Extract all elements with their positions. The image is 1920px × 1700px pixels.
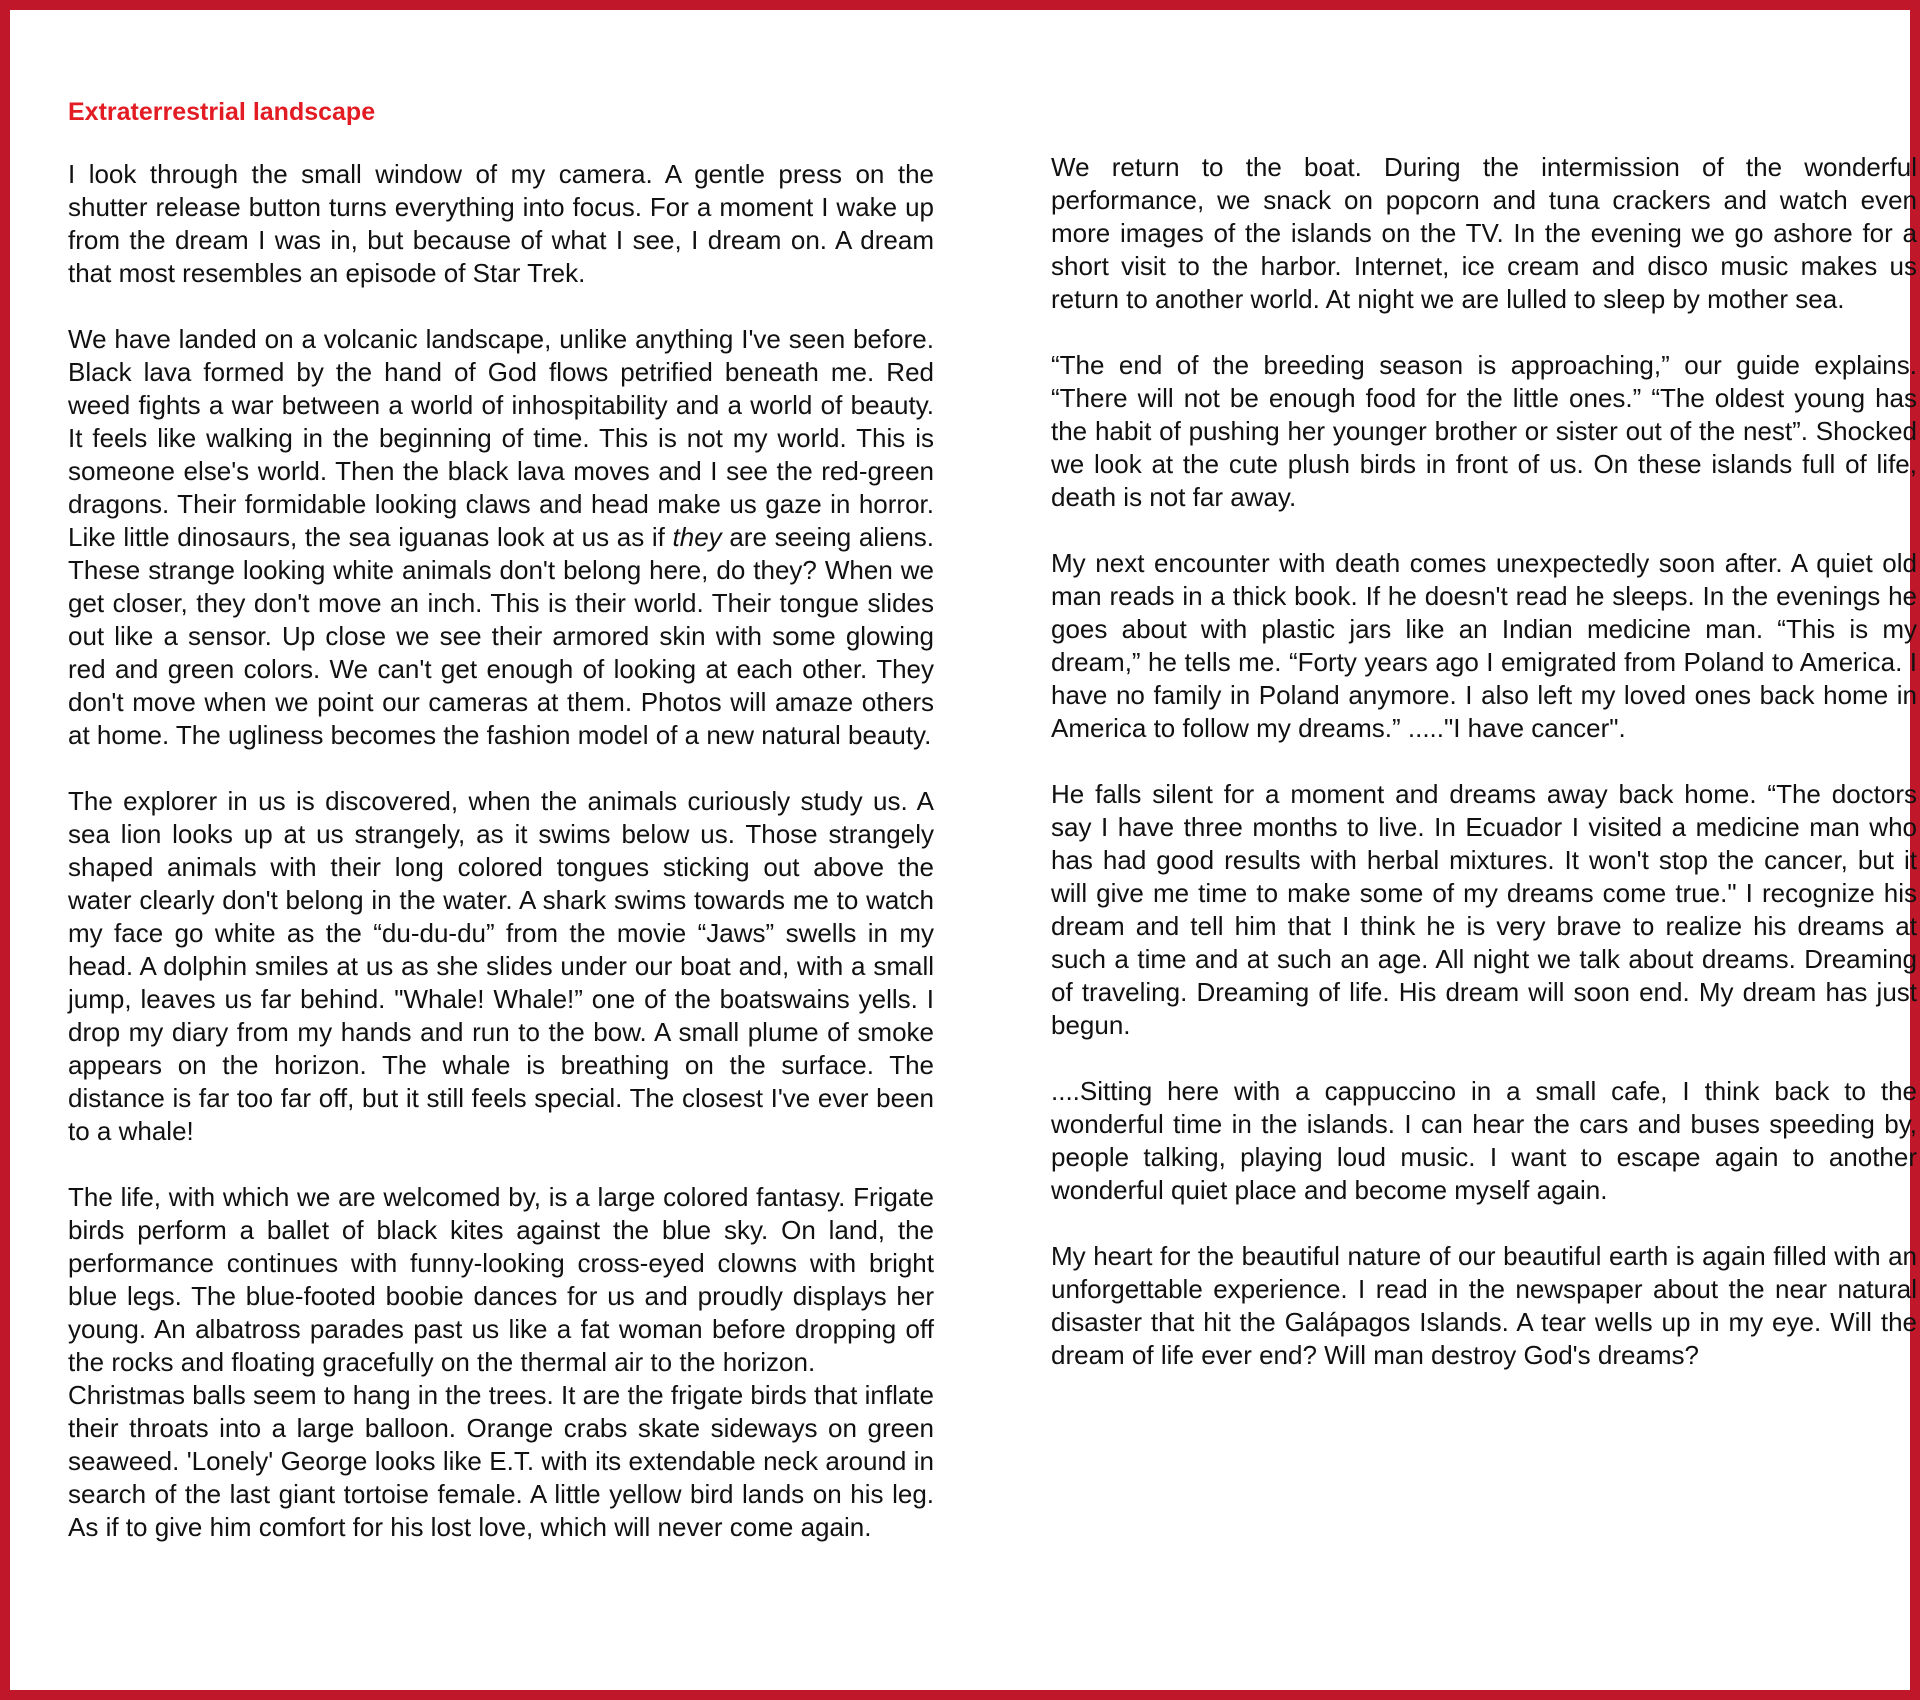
paragraph-volcanic-landscape <box>68 323 934 752</box>
paragraph-camera: I look through the small window of my camera. A gentle press on the shutter release button turns everything into focus. For a moment I wake up from the dream I was in, but because of what I see, I dream on. A dream that most resembles an episode of Star Trek. <box>68 159 934 288</box>
paragraph-dreams-away: He falls silent for a moment and dreams away back home. “The doctors say I have three months to live. In Ecuador I visited a medicine man who has had good results with herbal mixtures. It won't stop the cancer, but it will give me time to make some of my dreams come true." I recognize his dream and tell him that I think he is very brave to realize his dreams at such a time and at such an age. All night we talk about dreams. Dreaming of traveling. Dreaming of life. His dream will soon end. My dream has just begun. <box>1051 779 1917 1040</box>
paragraph-text: are seeing aliens. These strange looking white animals don't belong here, do they? When we get closer, they don't move an inch. This is their world. Their tongue slides out like a sensor. Up close we see their armored skin with some glowing red and green colors. We can't get enough of looking at each other. They don't move when we point our cameras at them. Photos will amaze others at home. The ugliness becomes the fashion model of a new natural beauty. <box>68 522 934 750</box>
paragraph-explorer: The explorer in us is discovered, when the animals curiously study us. A sea lion looks up at us strangely, as it swims below us. Those strangely shaped animals with their long colored tongues sticking out above the water clearly don't belong in the water. A shark swims towards me to watch my face go white as the “du-du-du” from the movie “Jaws” swells in my head. A dolphin smiles at us as she slides under our boat and, with a small jump, leaves us far behind. "Whale! Whale!” one of the boatswains yells. I drop my diary from my hands and run to the bow. A small plume of smoke appears on the horizon. The whale is breathing on the surface. The distance is far too far off, but it still feels special. The closest I've ever been to a whale! <box>68 786 934 1146</box>
paragraph-cappuccino: ....Sitting here with a cappuccino in a small cafe, I think back to the wonderful time in the islands. I can hear the cars and buses speeding by, people talking, playing loud music. I want to escape again to another wonderful quiet place and become myself again. <box>1051 1076 1917 1205</box>
left-column <box>68 158 934 1544</box>
paragraph-beautiful-nature: My heart for the beautiful nature of our beautiful earth is again filled with an unforgettable experience. I read in the newspaper about the near natural disaster that hit the Galápagos Islands. A tear wells up in my eye. Will the dream of life ever end? Will man destroy God's dreams? <box>1051 1241 1917 1370</box>
paragraph-colored-fantasy: The life, with which we are welcomed by, is a large colored fantasy. Frigate birds perform a ballet of black kites against the blue sky. On land, the performance continues with funny-looking cross-eyed clowns with bright blue legs. The blue-footed boobie dances for us and proudly displays her young. An albatross parades past us like a fat woman before dropping off the rocks and floating gracefully on the thermal air to the horizon. <box>68 1182 934 1377</box>
paragraph-breeding-season: “The end of the breeding season is approaching,” our guide explains. “There will not be enough food for the little ones.” “The oldest young has the habit of pushing her younger brother or sister out of the nest”. Shocked we look at the cute plush birds in front of us. On these islands full of life, death is not far away. <box>1051 350 1917 512</box>
paragraph-return-to-boat: We return to the boat. During the intermission of the wonderful performance, we snack on popcorn and tuna crackers and watch even more images of the islands on the TV. In the evening we go ashore for a short visit to the harbor. Internet, ice cream and disco music makes us return to another world. At night we are lulled to sleep by mother sea. <box>1051 152 1917 314</box>
right-column <box>1051 151 1917 1372</box>
page-title: Extraterrestrial landscape <box>68 98 376 126</box>
paragraph-text: We have landed on a volcanic landscape, unlike anything I've seen before. Black lava formed by the hand of God flows petrified beneath me. Red weed fights a war between a world of inhospitability and a world of beauty. It feels like walking in the beginning of time. This is not my world. This is someone else's world. Then the black lava moves and I see the red-green dragons. Their formidable looking claws and head make us gaze in horror. Like little dinosaurs, the sea iguanas look at us as if <box>68 324 934 552</box>
emphasis-text: they <box>672 522 722 552</box>
paragraph-encounter-with-death: My next encounter with death comes unexpectedly soon after. A quiet old man reads in a thick book. If he doesn't read he sleeps. In the evenings he goes about with plastic jars like an Indian medicine man. “This is my dream,” he tells me. “Forty years ago I emigrated from Poland to America. I have no family in Poland anymore. I also left my loved ones back home in America to follow my dreams.” ....."I have cancer". <box>1051 548 1917 743</box>
paragraph-christmas-balls: Christmas balls seem to hang in the trees. It are the frigate birds that inflate their throats into a large balloon. Orange crabs skate sideways on green seaweed. 'Lonely' George looks like E.T. with its extendable neck around in search of the last giant tortoise female. A little yellow bird lands on his leg. As if to give him comfort for his lost love, which will never come again. <box>68 1380 934 1542</box>
